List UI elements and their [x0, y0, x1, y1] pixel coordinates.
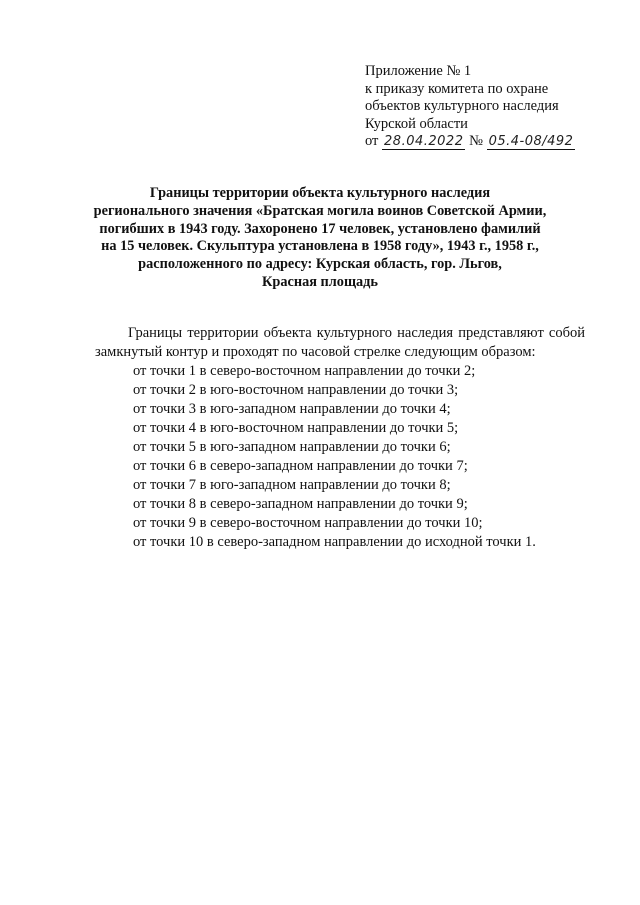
title-line: расположенного по адресу: Курская область, гор. Льгов, [138, 256, 502, 273]
number-label: № [469, 133, 483, 149]
document-body [95, 324, 585, 552]
appendix-header [365, 63, 625, 151]
list-item: от точки 4 в юго-восточном направлении до точки 5; [133, 420, 459, 436]
list-item: от точки 10 в северо-западном направлении до исходной точки 1. [133, 534, 536, 550]
appendix-region-line: Курской области [365, 115, 468, 132]
handwritten-order-number: 05.4-08/492 [488, 134, 574, 149]
appendix-order-line: к приказу комитета по охране [365, 80, 549, 97]
document-title [60, 185, 580, 292]
list-item: от точки 2 в юго-восточном направлении до точки 3; [133, 382, 459, 398]
title-line: погибших в 1943 году. Захоронено 17 человек, установлено фамилий [99, 220, 541, 237]
title-line: Красная площадь [262, 273, 378, 290]
title-line: Границы территории объекта культурного наследия [149, 185, 491, 201]
handwritten-date: 28.04.2022 [384, 134, 464, 149]
list-item: от точки 8 в северо-западном направлении до точки 9; [133, 496, 468, 512]
appendix-number: Приложение № 1 [365, 63, 472, 79]
list-item: от точки 7 в юго-западном направлении до точки 8; [133, 477, 451, 493]
list-item: от точки 6 в северо-западном направлении до точки 7; [133, 458, 468, 474]
boundary-points-list [95, 362, 585, 552]
appendix-date-number-line [365, 133, 625, 151]
title-line: регионального значения «Братская могила воинов Советской Армии, [93, 202, 547, 219]
list-item: от точки 5 в юго-западном направлении до точки 6; [133, 439, 451, 455]
intro-paragraph: Границы территории объекта культурного наследия представляют собой замкнутый контур и проходят по часовой стрелке следующим образом: [95, 325, 585, 360]
list-item: от точки 1 в северо-восточном направлении до точки 2; [133, 363, 476, 379]
appendix-committee-line: объектов культурного наследия [365, 98, 559, 114]
list-item: от точки 9 в северо-восточном направлении до точки 10; [133, 515, 483, 531]
title-line: на 15 человек. Скульптура установлена в 1958 году», 1943 г., 1958 г., [101, 238, 539, 255]
list-item: от точки 3 в юго-западном направлении до точки 4; [133, 401, 451, 417]
from-label: от [365, 133, 379, 149]
